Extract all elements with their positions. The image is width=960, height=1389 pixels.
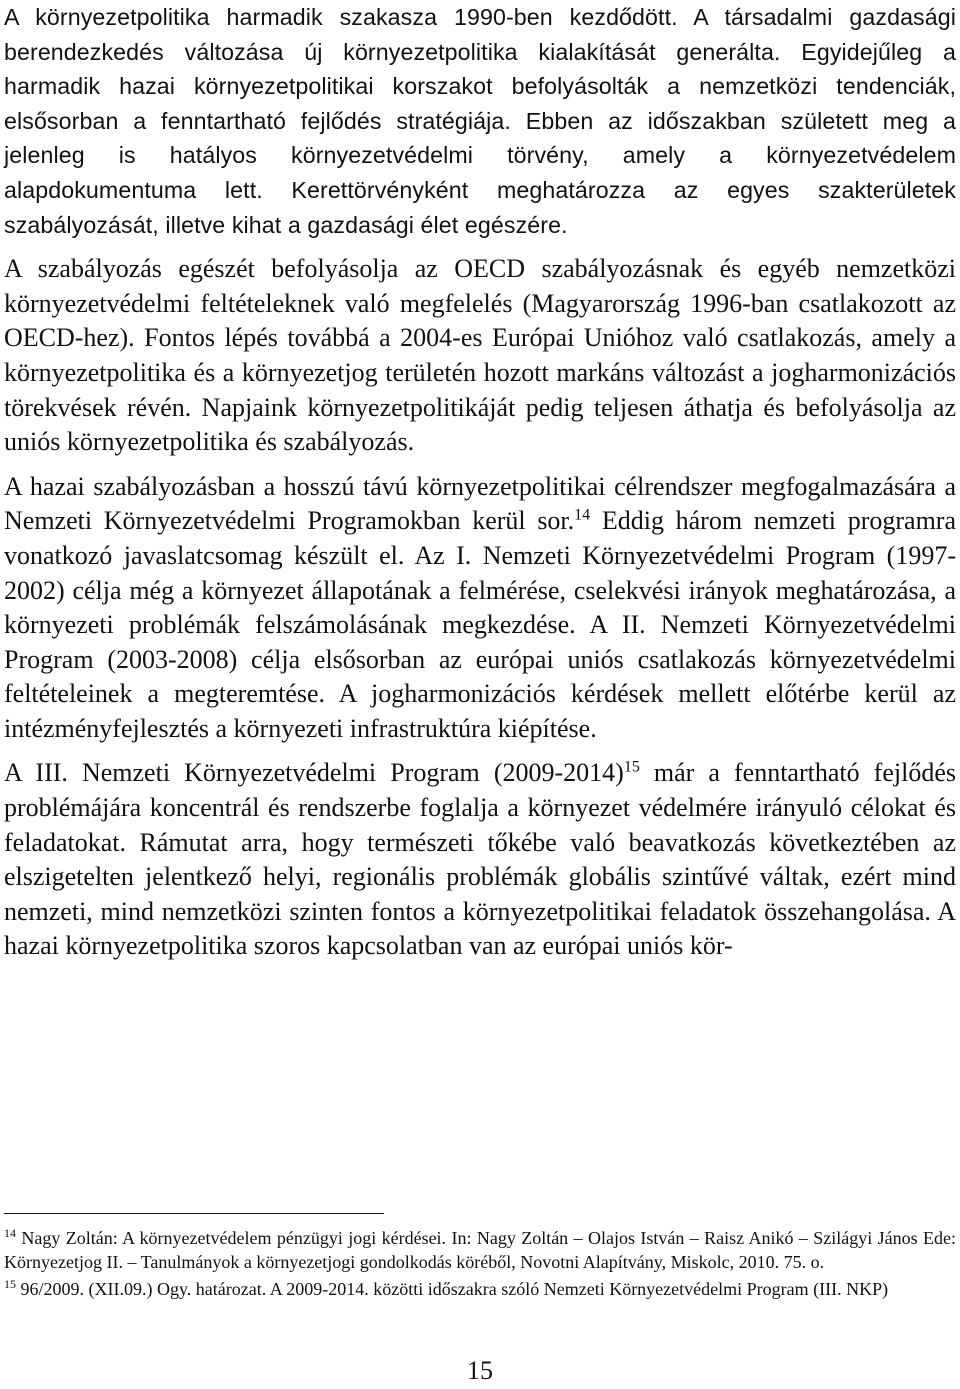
paragraph-3: [4, 470, 956, 747]
footnote-14: [4, 1226, 956, 1274]
paragraph-1: A környezetpolitika harmadik szakasza 1990-ben kezdődött. A társadalmi gazdasági berendezkedés változása új környezetpolitika kialakítását generálta. Egyidejűleg a harmadik hazai környezetpolitikai korszakot befolyásolták a nemzetközi tendenciák, elsősorban a fenntartható fejlődés stratégiája. Ebben az időszakban született meg a jelenleg is hatályos környezetvédelmi törvény, amely a környezetvédelem alapdokumentuma lett. Kerettörvényként meghatározza az egyes szakterületek szabályozását, illetve kihat a gazdasági élet egészére.: [4, 4, 956, 238]
document-page: [4, 0, 956, 1389]
page-number: 15: [467, 1356, 493, 1385]
footnote-number-15: 15: [4, 1277, 16, 1291]
footnote-14-text: Nagy Zoltán: A környezetvédelem pénzügyi jogi kérdései. In: Nagy Zoltán – Olajos István – Raisz Anikó – Szilágyi János Ede: Környezetjog II. – Tanulmányok a környezetjogi gondolkodás köréből, Novotni Alapítvány, Miskolc, 2010. 75. o.: [4, 1228, 956, 1272]
footnote-number-14: 14: [4, 1226, 16, 1240]
body-text: [4, 0, 956, 974]
footnotes: [4, 1226, 956, 1304]
footnote-separator: [4, 1213, 384, 1214]
footnote-15-text: 96/2009. (XII.09.) Ogy. határozat. A 2009-2014. közötti időszakra szóló Nemzeti Környezetvédelmi Program (III. NKP): [16, 1279, 889, 1299]
footnote-ref-14[interactable]: 14: [574, 506, 591, 524]
paragraph-4-text-start: A III. Nemzeti Környezetvédelmi Program (2009-2014): [4, 758, 624, 788]
paragraph-4: [4, 756, 956, 964]
paragraph-4-text-end: már a fenntartható fejlődés problémájára koncentrál és rendszerbe foglalja a környezet védelmére irányuló célokat és feladatokat. Rámutat arra, hogy természeti tőkébe való beavatkozás következtében az elszigetelten jelentkező helyi, regionális problémák globális szintűvé váltak, ezért mind nemzeti, mind nemzetközi szinten fontos a környezetpolitikai feladatok összehangolása. A hazai környezetpolitika szoros kapcsolatban van az európai uniós kör-: [4, 758, 956, 961]
footnote-15: [4, 1277, 956, 1301]
footnote-ref-15[interactable]: 15: [623, 758, 640, 776]
paragraph-2: A szabályozás egészét befolyásolja az OECD szabályozásnak és egyéb nemzetközi környezetvédelmi feltételeknek való megfelelés (Magyarország 1996-ban csatlakozott az OECD-hez). Fontos lépés továbbá a 2004-es Európai Unióhoz való csatlakozás, amely a környezetpolitika és a környezetjog területén hozott markáns változást a jogharmonizációs törekvések révén. Napjaink környezetpolitikáját pedig teljesen áthatja és befolyásolja az uniós környezetpolitika és szabályozás.: [4, 254, 956, 457]
paragraph-3-text-end: Eddig három nemzeti programra vonatkozó javaslatcsomag készült el. Az I. Nemzeti Környezetvédelmi Program (1997-2002) célja még a környezet állapotának a felmérése, cselekvési irányok meghatározása, a környezeti problémák felszámolásának megkezdése. A II. Nemzeti Környezetvédelmi Program (2003-2008) célja elsősorban az európai uniós csatlakozás környezetvédelmi feltételeinek a megteremtése. A jogharmonizációs kérdések mellett előtérbe kerül az intézményfejlesztés a környezeti infrastruktúra kiépítése.: [4, 506, 956, 743]
paragraph-3-text-start: A hazai szabályozásban a hosszú távú környezetpolitikai célrendszer megfogalmazására a Nemzeti Környezetvédelmi Programokban kerül sor.: [4, 471, 956, 536]
